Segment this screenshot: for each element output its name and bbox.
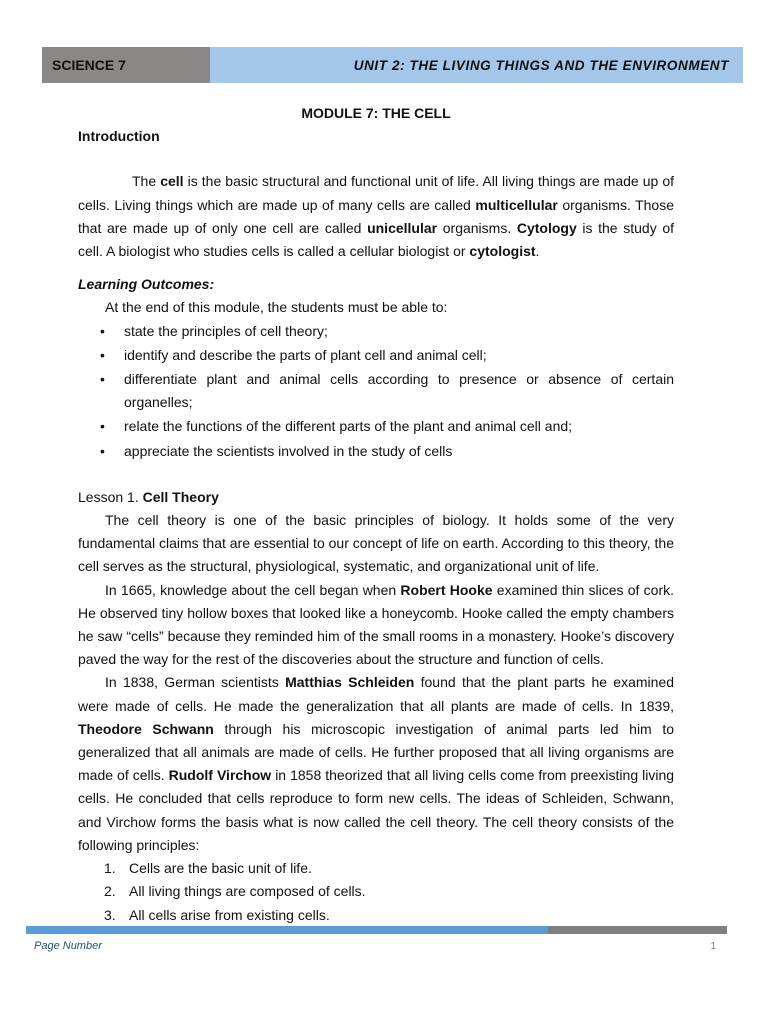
outcomes-heading: Learning Outcomes: — [78, 276, 215, 293]
lesson-title: Cell Theory — [142, 488, 219, 505]
name-hooke: Robert Hooke — [400, 581, 493, 598]
lesson-heading — [78, 486, 674, 509]
module-title: MODULE 7: THE CELL — [301, 105, 451, 121]
footer-divider-gray — [548, 926, 727, 934]
text-run: The — [132, 173, 157, 190]
outcomes-list — [78, 320, 674, 463]
name-schleiden: Matthias Schleiden — [285, 674, 415, 691]
term-cell: cell — [160, 173, 184, 190]
document-body — [78, 104, 674, 927]
list-number: 3. — [104, 906, 116, 923]
spacer — [78, 148, 674, 170]
principles-list — [78, 857, 674, 927]
list-item — [78, 857, 674, 880]
text-run: organisms. — [442, 219, 512, 236]
term-cytology: Cytology — [516, 219, 577, 236]
text-run: examined thin slices of cork. He observed tiny hollow boxes that looked like a honeycomb. Hooke called the empty chambers he saw “cells” because they reminded him of the small rooms in a monastery. Hooke’s discovery paved the way for the rest of the discoveries about the structure and function of cells. — [78, 581, 675, 668]
footer-divider — [26, 926, 727, 934]
footer-page-label: Page Number — [34, 940, 102, 952]
lesson-prefix: Lesson 1. — [78, 488, 139, 505]
outcomes-intro: At the end of this module, the students must be able to: — [105, 299, 448, 316]
list-item: • identify and describe the parts of plant cell and animal cell; — [78, 344, 674, 367]
text-run: In 1665, knowledge about the cell began when — [105, 581, 397, 598]
name-schwann: Theodore Schwann — [78, 720, 214, 737]
intro-heading: Introduction — [78, 128, 160, 145]
list-item: • state the principles of cell theory; — [78, 320, 674, 343]
list-item: • appreciate the scientists involved in the study of cells — [78, 440, 674, 463]
list-text: Cells are the basic unit of life. — [129, 860, 312, 877]
text-run: . — [535, 243, 540, 260]
lesson-paragraph-3 — [78, 671, 674, 857]
text-run: organisms. Those that are made up of only one cell are called — [78, 196, 674, 236]
term-cytologist: cytologist — [469, 243, 536, 260]
lesson-paragraph-1: The cell theory is one of the basic principles of biology. It holds some of the very fundamental claims that are essential to our concept of life on earth. According to this theory, the cell serves as the structural, physiological, systematic, and organizational unit of life. — [78, 512, 674, 575]
footer-page-number: 1 — [710, 941, 716, 952]
name-virchow: Rudolf Virchow — [168, 767, 272, 784]
text-run: is the study of cell. A biologist who studies cells is called a cellular biologist or — [78, 219, 675, 260]
text-run: found that the plant parts he examined were made of cells. He made the generalization that all plants are made of cells. In 1839, — [78, 674, 675, 714]
list-item: • differentiate plant and animal cells according to presence or absence of certain organelles; — [78, 368, 674, 414]
subject-label: SCIENCE 7 — [42, 47, 210, 83]
text-run: through his microscopic investigation of animal parts led him to generalized that all animals are made of cells. He further proposed that all living organisms are made of cells. — [78, 720, 674, 784]
lesson-paragraph-2 — [78, 579, 674, 672]
unit-title: UNIT 2: THE LIVING THINGS AND THE ENVIRONMENT — [210, 47, 743, 83]
intro-paragraph — [78, 170, 674, 263]
footer-divider-blue — [26, 926, 548, 934]
list-number: 1. — [104, 860, 116, 877]
term-unicellular: unicellular — [367, 219, 438, 236]
page-header — [42, 47, 743, 83]
list-item: • relate the functions of the different parts of the plant and animal cell and; — [78, 415, 674, 438]
list-text: All cells arise from existing cells. — [129, 906, 330, 923]
text-run: in 1858 theorized that all living cells come from preexisting living cells. He concluded that cells reproduce to form new cells. The ideas of Schleiden, Schwann, and Virchow forms the basis what is now called the cell theory. The cell theory consists of the following principles: — [78, 767, 675, 853]
list-number: 2. — [104, 883, 116, 900]
spacer — [78, 464, 674, 486]
text-run: is the basic structural and functional unit of life. All living things are made up of cells. Living things which are made up of many cells are called — [78, 173, 675, 213]
text-run: In 1838, German scientists — [105, 674, 279, 691]
term-multicellular: multicellular — [475, 196, 558, 213]
list-text: All living things are composed of cells. — [129, 883, 366, 900]
list-item — [78, 904, 674, 927]
list-item — [78, 880, 674, 903]
